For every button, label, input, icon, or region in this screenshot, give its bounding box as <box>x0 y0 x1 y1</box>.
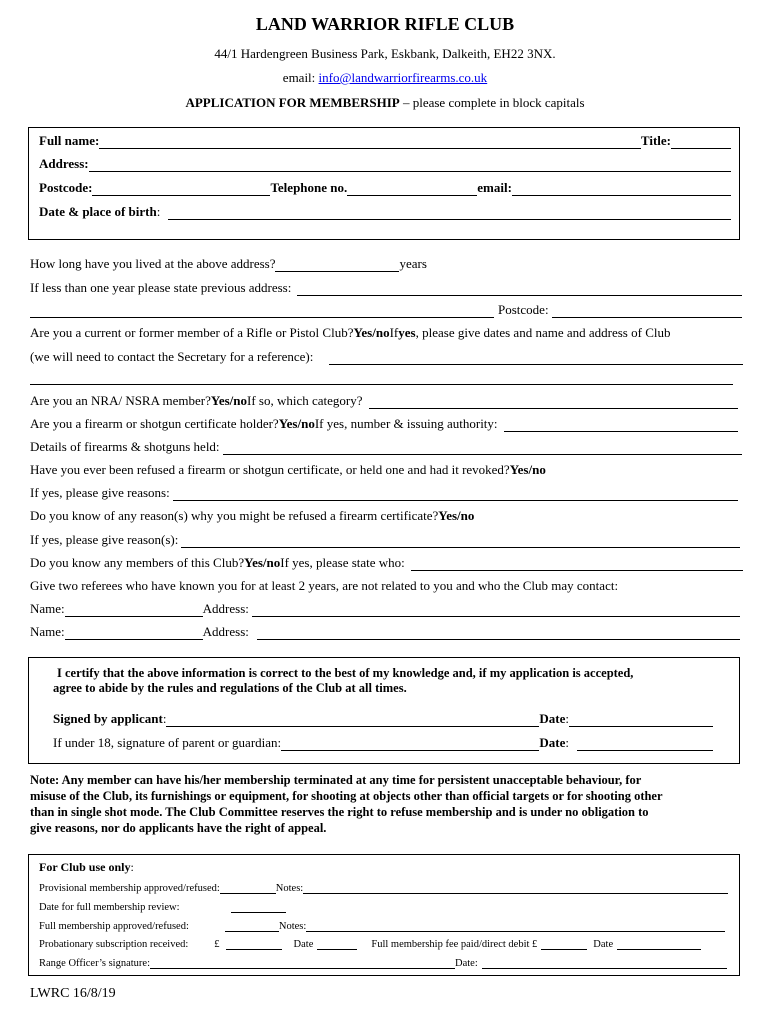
nra-category-label: If so, which category? <box>247 393 363 408</box>
certificate-authority-label: If yes, number & issuing authority: <box>314 416 498 431</box>
know-reason-question: Do you know of any reason(s) why you might be refused a firearm certificate? <box>30 508 439 523</box>
referee-1-name-label: Name: <box>30 601 65 616</box>
prev-postcode-row <box>30 302 742 318</box>
note-line-4: give reasons, nor do applicants have the right of appeal. <box>30 821 327 835</box>
referee-2-address-label: Address: <box>202 624 249 639</box>
note-paragraph <box>30 772 663 836</box>
form-title: LAND WARRIOR RIFLE CLUB <box>255 14 515 34</box>
club-reference-row-2 <box>30 372 733 385</box>
dob-field[interactable] <box>168 207 731 220</box>
full-fee-date-field[interactable] <box>617 937 701 950</box>
club-use-heading <box>39 860 134 875</box>
signed-date-label: Date <box>539 711 566 726</box>
provisional-notes-label: Notes: <box>275 883 304 894</box>
know-members-yesno[interactable]: Yes/no <box>244 555 281 570</box>
application-heading <box>0 95 770 111</box>
club-use-heading-text: For Club use only <box>39 860 131 874</box>
certify-line-2: agree to abide by the rules and regulations of the Club at all times. <box>53 681 407 695</box>
full-name-label: Full name: <box>39 133 100 148</box>
referee-2-name-field[interactable] <box>65 627 203 640</box>
guardian-date-field[interactable] <box>577 738 713 751</box>
probationary-pound: £ <box>214 939 220 950</box>
email-label: email: <box>282 70 316 85</box>
dob-colon: : <box>156 204 161 219</box>
know-reasons-label: If yes, please give reason(s): <box>30 532 179 547</box>
guardian-date-colon: : <box>565 735 569 750</box>
club-use-heading-colon: : <box>130 860 134 874</box>
nra-yesno[interactable]: Yes/no <box>210 393 248 408</box>
full-fee-label: Full membership fee paid/direct debit £ <box>371 939 538 950</box>
range-officer-label: Range Officer’s signature: <box>39 958 150 969</box>
referee-2-address-field[interactable] <box>257 627 740 640</box>
full-membership-notes-field[interactable] <box>306 919 725 932</box>
know-members-row <box>30 555 743 571</box>
provisional-notes-field[interactable] <box>303 881 728 894</box>
refused-reasons-label: If yes, please give reasons: <box>30 485 170 500</box>
email-field-label: email: <box>477 180 512 195</box>
postcode-field[interactable] <box>92 183 270 196</box>
club-email-line <box>0 70 770 86</box>
address-field[interactable] <box>89 159 731 172</box>
lived-years-unit: years <box>399 256 427 271</box>
email-field[interactable] <box>512 183 731 196</box>
address-row <box>39 156 731 172</box>
prev-postcode-field[interactable] <box>552 305 742 318</box>
refused-question: Have you ever been refused a firearm or shotgun certificate, or held one and had it revoked? <box>30 462 510 477</box>
referees-row <box>30 578 618 594</box>
address-label: Address: <box>39 156 89 171</box>
application-heading-note: – please complete in block capitals <box>399 95 585 110</box>
prev-address-row <box>30 280 742 296</box>
referee-1-name-field[interactable] <box>65 604 203 617</box>
refused-row <box>30 462 546 478</box>
certificate-yesno[interactable]: Yes/no <box>278 416 315 431</box>
club-reference-label: (we will need to contact the Secretary for a reference): <box>30 349 314 364</box>
prev-address-question: If less than one year please state previous address: <box>30 280 292 295</box>
club-reference-field[interactable] <box>329 352 743 365</box>
signed-colon: : <box>162 711 167 726</box>
full-name-row <box>39 133 731 149</box>
probationary-amount-field[interactable] <box>226 937 282 950</box>
lived-row <box>30 256 427 272</box>
referee-2-row <box>30 624 740 640</box>
guardian-date-label: Date <box>539 735 566 750</box>
telephone-field[interactable] <box>347 183 477 196</box>
range-officer-field[interactable] <box>150 956 455 969</box>
know-members-question: Do you know any members of this Club? <box>30 555 245 570</box>
signed-date-colon: : <box>565 711 569 726</box>
club-member-if: If <box>389 325 399 340</box>
certificate-row <box>30 416 738 432</box>
know-reasons-field[interactable] <box>181 535 740 548</box>
know-reason-yesno[interactable]: Yes/no <box>438 508 475 523</box>
applicant-signature-field[interactable] <box>166 714 539 727</box>
form-reference: LWRC 16/8/19 <box>30 986 116 1001</box>
refused-yesno[interactable]: Yes/no <box>509 462 546 477</box>
know-reason-row <box>30 508 474 524</box>
application-heading-bold: APPLICATION FOR MEMBERSHIP <box>185 95 400 110</box>
full-membership-row <box>39 919 725 932</box>
referees-instruction: Give two referees who have known you for at least 2 years, are not related to you and who the Club may contact: <box>30 578 619 593</box>
range-officer-row <box>39 956 727 969</box>
lived-question: How long have you lived at the above address? <box>30 256 276 271</box>
title-label: Title: <box>640 133 671 148</box>
club-reference-field-2[interactable] <box>30 372 733 385</box>
club-member-row <box>30 325 670 341</box>
note-line-3: than in single shot mode. The Club Committee reserves the right to refuse membership and is under no obligation to <box>30 805 649 819</box>
postcode-row <box>39 180 731 196</box>
refused-reasons-field[interactable] <box>173 488 738 501</box>
guardian-label: If under 18, signature of parent or guardian: <box>53 735 282 750</box>
prev-address-field-2[interactable] <box>30 305 494 318</box>
club-email-link[interactable]: info@landwarriorfirearms.co.uk <box>318 70 488 85</box>
note-line-2: misuse of the Club, its furnishings or equipment, for shooting at objects other than official targets or for shooting other <box>30 789 663 803</box>
dob-label: Date & place of birth <box>39 204 157 219</box>
postcode-label: Postcode: <box>39 180 93 195</box>
full-name-field[interactable] <box>99 136 641 149</box>
signed-label: Signed by applicant <box>53 711 163 726</box>
certificate-question: Are you a firearm or shotgun certificate holder? <box>30 416 279 431</box>
firearms-details-field[interactable] <box>223 442 742 455</box>
club-member-yesno[interactable]: Yes/no <box>353 325 390 340</box>
probationary-date-label: Date <box>293 939 314 950</box>
firearms-details-label: Details of firearms & shotguns held: <box>30 439 220 454</box>
full-fee-field[interactable] <box>541 937 587 950</box>
referee-1-address-label: Address: <box>202 601 249 616</box>
probationary-date-field[interactable] <box>317 937 357 950</box>
full-membership-field[interactable] <box>225 919 279 932</box>
guardian-signature-field[interactable] <box>281 738 539 751</box>
range-officer-date-field[interactable] <box>482 956 727 969</box>
probationary-row <box>39 937 701 950</box>
review-label: Date for full membership review: <box>39 902 180 913</box>
dob-row <box>39 204 731 220</box>
review-field[interactable] <box>231 900 286 913</box>
telephone-label: Telephone no. <box>270 180 348 195</box>
firearms-details-row <box>30 439 742 455</box>
certificate-authority-field[interactable] <box>504 419 738 432</box>
club-member-question: Are you a current or former member of a Rifle or Pistol Club? <box>30 325 354 340</box>
club-member-yes: yes <box>398 325 416 340</box>
referee-1-row <box>30 601 740 617</box>
club-address: 44/1 Hardengreen Business Park, Eskbank, Dalkeith, EH22 3NX. <box>214 46 556 61</box>
referee-2-name-label: Name: <box>30 624 65 639</box>
know-reasons-row <box>30 532 740 548</box>
prev-postcode-label: Postcode: <box>498 302 549 317</box>
club-member-details: , please give dates and name and address of Club <box>415 325 671 340</box>
title-field[interactable] <box>671 136 731 149</box>
signed-row <box>53 711 713 727</box>
review-row <box>39 900 339 913</box>
note-line-1: Note: Any member can have his/her membership terminated at any time for persistent unacceptable behaviour, for <box>30 773 642 787</box>
full-membership-label: Full membership approved/refused: <box>39 921 189 932</box>
know-members-field[interactable] <box>411 558 743 571</box>
know-members-label: If yes, please state who: <box>280 555 405 570</box>
nra-row <box>30 393 738 409</box>
nra-question: Are you an NRA/ NSRA member? <box>30 393 211 408</box>
range-officer-date-label: Date: <box>455 958 478 969</box>
provisional-row <box>39 881 728 894</box>
signed-date-field[interactable] <box>569 714 713 727</box>
guardian-row <box>53 735 713 751</box>
lived-years-field[interactable] <box>275 259 399 272</box>
provisional-field[interactable] <box>220 881 276 894</box>
refused-reasons-row <box>30 485 738 501</box>
provisional-label: Provisional membership approved/refused: <box>39 883 220 894</box>
nra-category-field[interactable] <box>369 396 738 409</box>
prev-address-field[interactable] <box>297 283 742 296</box>
full-fee-date-label: Date <box>593 939 614 950</box>
probationary-label: Probationary subscription received: <box>39 939 189 950</box>
referee-1-address-field[interactable] <box>252 604 740 617</box>
club-reference-row <box>30 349 743 365</box>
full-membership-notes-label: Notes: <box>278 921 307 932</box>
certify-line-1: I certify that the above information is correct to the best of my knowledge and, if my application is accepted, <box>57 666 634 680</box>
